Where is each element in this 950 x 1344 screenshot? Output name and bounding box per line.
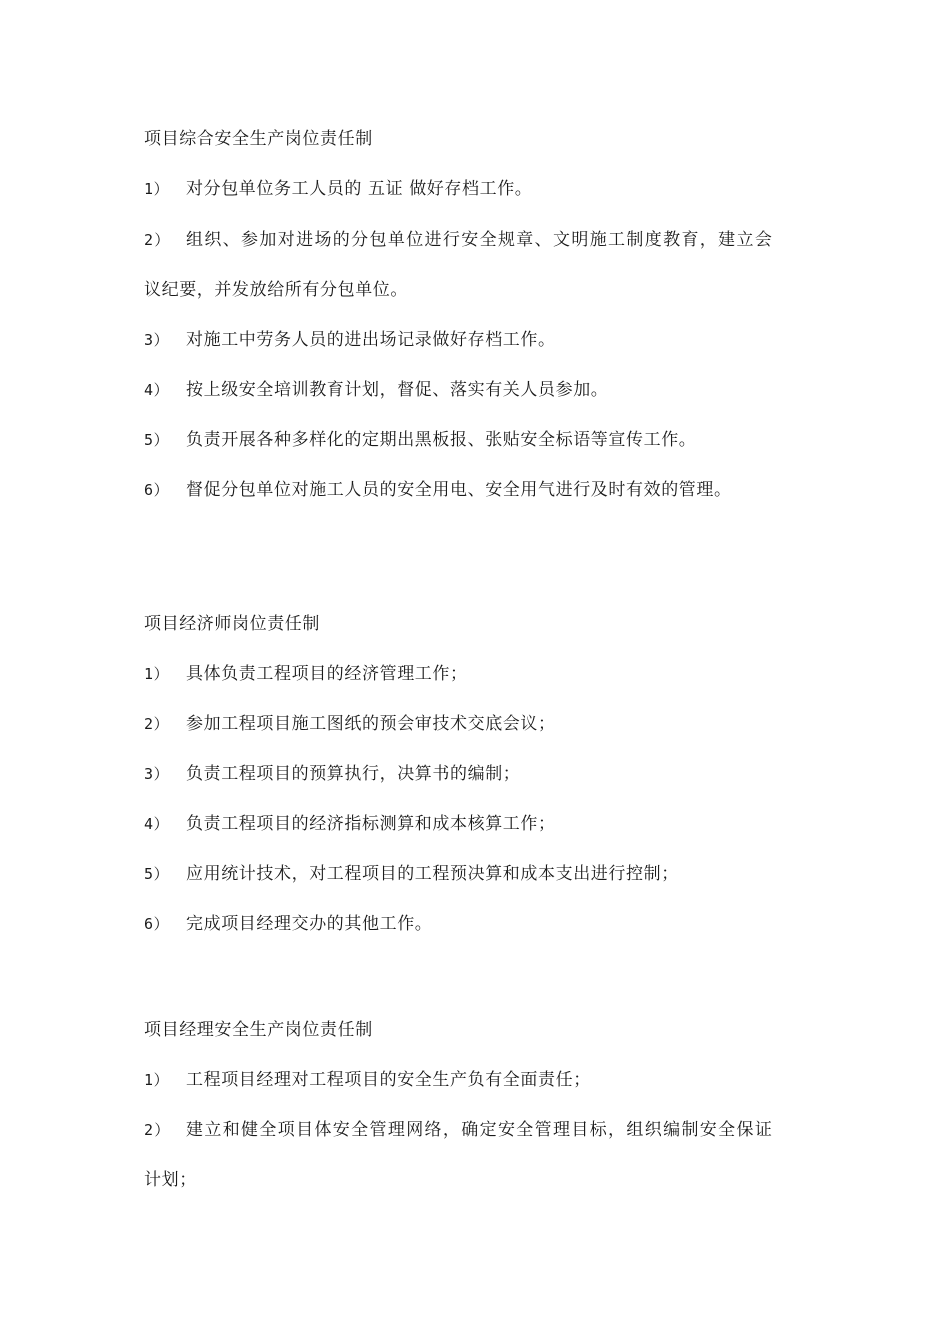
list-item [144,177,532,201]
list-item [144,1068,591,1092]
item-text: 完成项目经理交办的其他工作。 [186,914,433,934]
list-item [144,862,679,886]
list-item [144,228,773,252]
item-number: 5） [144,865,170,883]
item-number: 1） [144,180,170,198]
item-number: 5） [144,431,170,449]
item-number: 6） [144,915,170,933]
list-item-continuation: 议纪要，并发放给所有分包单位。 [144,280,408,300]
item-text: 按上级安全培训教育计划，督促、落实有关人员参加。 [186,380,609,400]
section-2-title: 项目经济师岗位责任制 [144,614,320,634]
item-text: 对分包单位务工人员的 五证 做好存档工作。 [186,179,533,199]
item-text: 对施工中劳务人员的进出场记录做好存档工作。 [186,330,556,350]
item-text: 建立和健全项目体安全管理网络，确定安全管理目标，组织编制安全保证 [186,1120,774,1140]
list-item [144,712,556,736]
item-number: 2） [144,715,170,733]
item-number: 3） [144,765,170,783]
item-number: 1） [144,1071,170,1089]
section-1-title: 项目综合安全生产岗位责任制 [144,129,373,149]
list-item [144,378,608,402]
item-text: 负责开展各种多样化的定期出黑板报、张贴安全标语等宣传工作。 [186,430,697,450]
list-item [144,662,468,686]
list-item [144,428,696,452]
item-number: 2） [144,231,171,249]
list-item [144,478,732,502]
list-item [144,328,556,352]
item-number: 4） [144,381,170,399]
item-number: 1） [144,665,170,683]
item-number: 2） [144,1121,171,1139]
item-number: 4） [144,815,170,833]
section-3-title: 项目经理安全生产岗位责任制 [144,1020,373,1040]
item-text: 负责工程项目的经济指标测算和成本核算工作； [186,814,556,834]
list-item [144,762,520,786]
item-number: 6） [144,481,170,499]
list-item [144,912,432,936]
list-item-continuation: 计划； [144,1170,197,1190]
item-text: 应用统计技术，对工程项目的工程预决算和成本支出进行控制； [186,864,679,884]
item-text: 督促分包单位对施工人员的安全用电、安全用气进行及时有效的管理。 [186,480,732,500]
item-number: 3） [144,331,170,349]
item-text: 负责工程项目的预算执行，决算书的编制； [186,764,521,784]
item-text: 具体负责工程项目的经济管理工作； [186,664,468,684]
item-text: 组织、参加对进场的分包单位进行安全规章、文明施工制度教育，建立会 [186,230,774,250]
item-text: 工程项目经理对工程项目的安全生产负有全面责任； [186,1070,591,1090]
item-text: 参加工程项目施工图纸的预会审技术交底会议； [186,714,556,734]
list-item [144,1118,773,1142]
list-item [144,812,556,836]
